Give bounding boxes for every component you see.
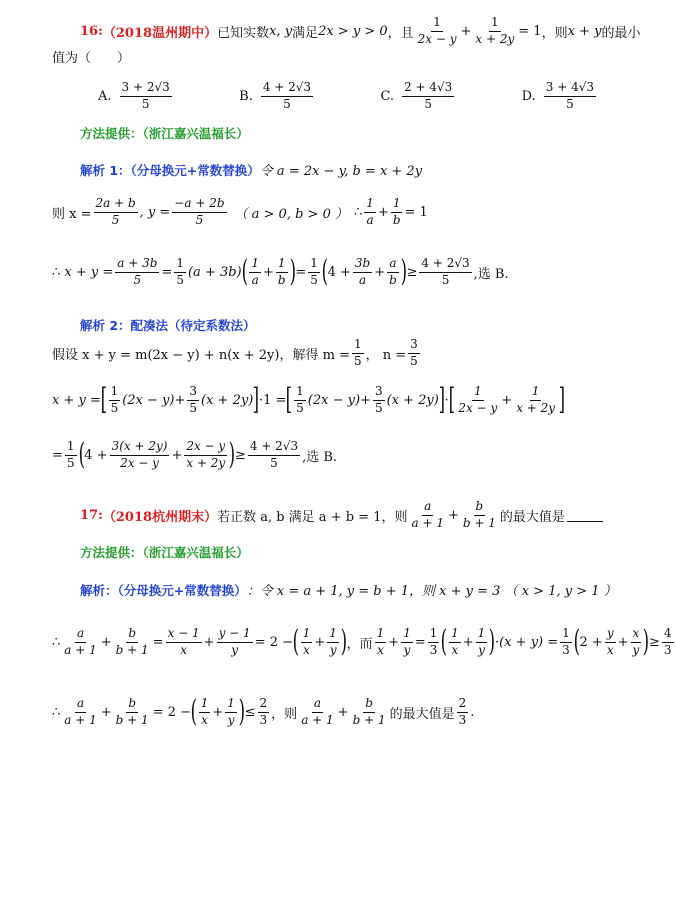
q16-sol2-line3: = $\frac{1}{5}$ ( 4 + $\frac{3(x + 2y)}{2x - y}$ + $\frac{2x - y}{x + 2y}$ ) ≥ $\frac{4 + 2√3}{5}$ ,选 B.: [52, 437, 338, 472]
q16-expr: x + y: [567, 23, 602, 39]
q16-method: 方法提供：（浙江嘉兴温福长）: [80, 126, 249, 141]
q16-sol1-line3: ∴ x + y = $\frac{a + 3b}{5}$ = $\frac{1}{5}$ (a + 3b) ( $\frac{1}{a}$ + $\frac{1}{b}$ ) = $\frac{1}{5}$ ( 4 + $\frac{3b}{a}$ + $\frac{a}{b}$ ) ≥ $\frac{4 + 2√3}{5}$ ,选 B.: [52, 254, 509, 289]
q16-sol2-line2: x + y = [ $\frac{1}{5}$ (2x − y) + $\frac{3}{5}$ (x + 2y) ] ·1 = [ $\frac{1}{5}$ (2x − y) + $\frac{3}{5}$ (x + 2y) ] · [ $\frac{1}{2x - y}$ + $\frac{1}{x + 2y}$ ]: [52, 382, 566, 417]
q16-header: 16: （2018温州期中） 已知实数 x, y 满足 2x > y > 0 ，且 $\frac{1}{2x - y}$ + $\frac{1}{x + 2y}$ = 1 ，则 x + y 的最小: [80, 14, 641, 46]
answer-blank: [567, 509, 603, 522]
option-a: A. $\frac{3 + 2√3}{5}$: [98, 79, 170, 111]
q16-fraction: $\frac{1}{2x - y}$: [417, 14, 457, 46]
q16-eq: = 1: [518, 23, 542, 39]
q16-fraction: $\frac{1}{x + 2y}$: [475, 14, 515, 46]
q17-sol-line2: ∴ $\frac{a}{a + 1}$ + $\frac{b}{b + 1}$ = $\frac{x - 1}{x}$ + $\frac{y - 1}{y}$ = 2 − ( $\frac{1}{x}$ + $\frac{1}{y}$ ) ，而 $\frac{1}{x}$ + $\frac{1}{y}$ = $\frac{1}{3}$ ( $\frac{1}{x}$ + $\frac{1}{y}$ ) ·(x + y) = $\frac{1}{3}$ ( 2 + $\frac{y}{x}$ + $\frac{x}{y}$ ) ≥ $\frac{4}{3}$: [52, 624, 672, 659]
q16-text: 满足: [292, 25, 319, 41]
q16-line2: [52, 46, 130, 66]
q16-text: ，且: [387, 25, 414, 41]
q16-source: （2018温州期中）: [102, 25, 218, 41]
q16-sol2-line1: 假设 x + y = m(2x − y) + n(x + 2y)，解得 m = $\frac{1}{5}$ ， n = $\frac{3}{5}$: [52, 336, 418, 368]
q17-header: 17: （2018杭州期末） 若正数 a, b 满足 a + b = 1，则 $\frac{a}{a + 1}$ + $\frac{b}{b + 1}$ 的最大值是: [80, 496, 603, 534]
q17-method: 方法提供：（浙江嘉兴温福长）: [80, 545, 249, 560]
q16-vars: x, y: [269, 23, 293, 39]
q16-options: [98, 78, 598, 114]
q16-text: ，则: [541, 25, 568, 41]
q17-answer: $\frac{2}{3}$: [458, 695, 467, 727]
q16-sol1-line1: 解析 1：（分母换元+常数替换） 令 a = 2x − y, b = x + 2y: [80, 162, 423, 179]
choice-text: ,选 B.: [473, 266, 509, 282]
option-d: D. $\frac{3 + 4√3}{5}$: [521, 79, 594, 111]
option-c: C. $\frac{2 + 4√3}{5}$: [380, 79, 453, 111]
option-b: B. $\frac{4 + 2√3}{5}$: [239, 79, 312, 111]
q17-source: （2018杭州期末）: [102, 509, 218, 525]
q16-number: 16:: [80, 23, 103, 39]
q16-text: 已知实数: [217, 25, 270, 41]
q16-condition: 2x > y > 0: [318, 23, 388, 39]
q17-sol-line3: ∴ $\frac{a}{a + 1}$ + $\frac{b}{b + 1}$ = 2 − ( $\frac{1}{x}$ + $\frac{1}{y}$ ) ≤ $\frac{2}{3}$ ，则 $\frac{a}{a + 1}$ + $\frac{b}{b + 1}$ 的最大值是 $\frac{2}{3}$ .: [52, 694, 475, 729]
choice-text: ,选 B.: [302, 449, 338, 465]
q16-sol1-line2: 则 x = $\frac{2a + b}{5}$ , y = $\frac{-a + 2b}{5}$ （ a > 0, b > 0 ） ∴ $\frac{1}{a}$ + $\frac{1}{b}$ = 1: [52, 195, 428, 227]
q16-sol2-title: 解析 2：配凑法（待定系数法）: [80, 318, 256, 333]
q17-number: 17:: [80, 507, 103, 523]
q17-sol-line1: 解析：（分母换元+常数替换） ：令 x = a + 1, y = b + 1，则 x + y = 3 （ x > 1, y > 1 ）: [80, 582, 617, 599]
q16-text: 的最小: [601, 25, 641, 41]
q16-answer-blank: 值为（ ）: [52, 50, 131, 66]
